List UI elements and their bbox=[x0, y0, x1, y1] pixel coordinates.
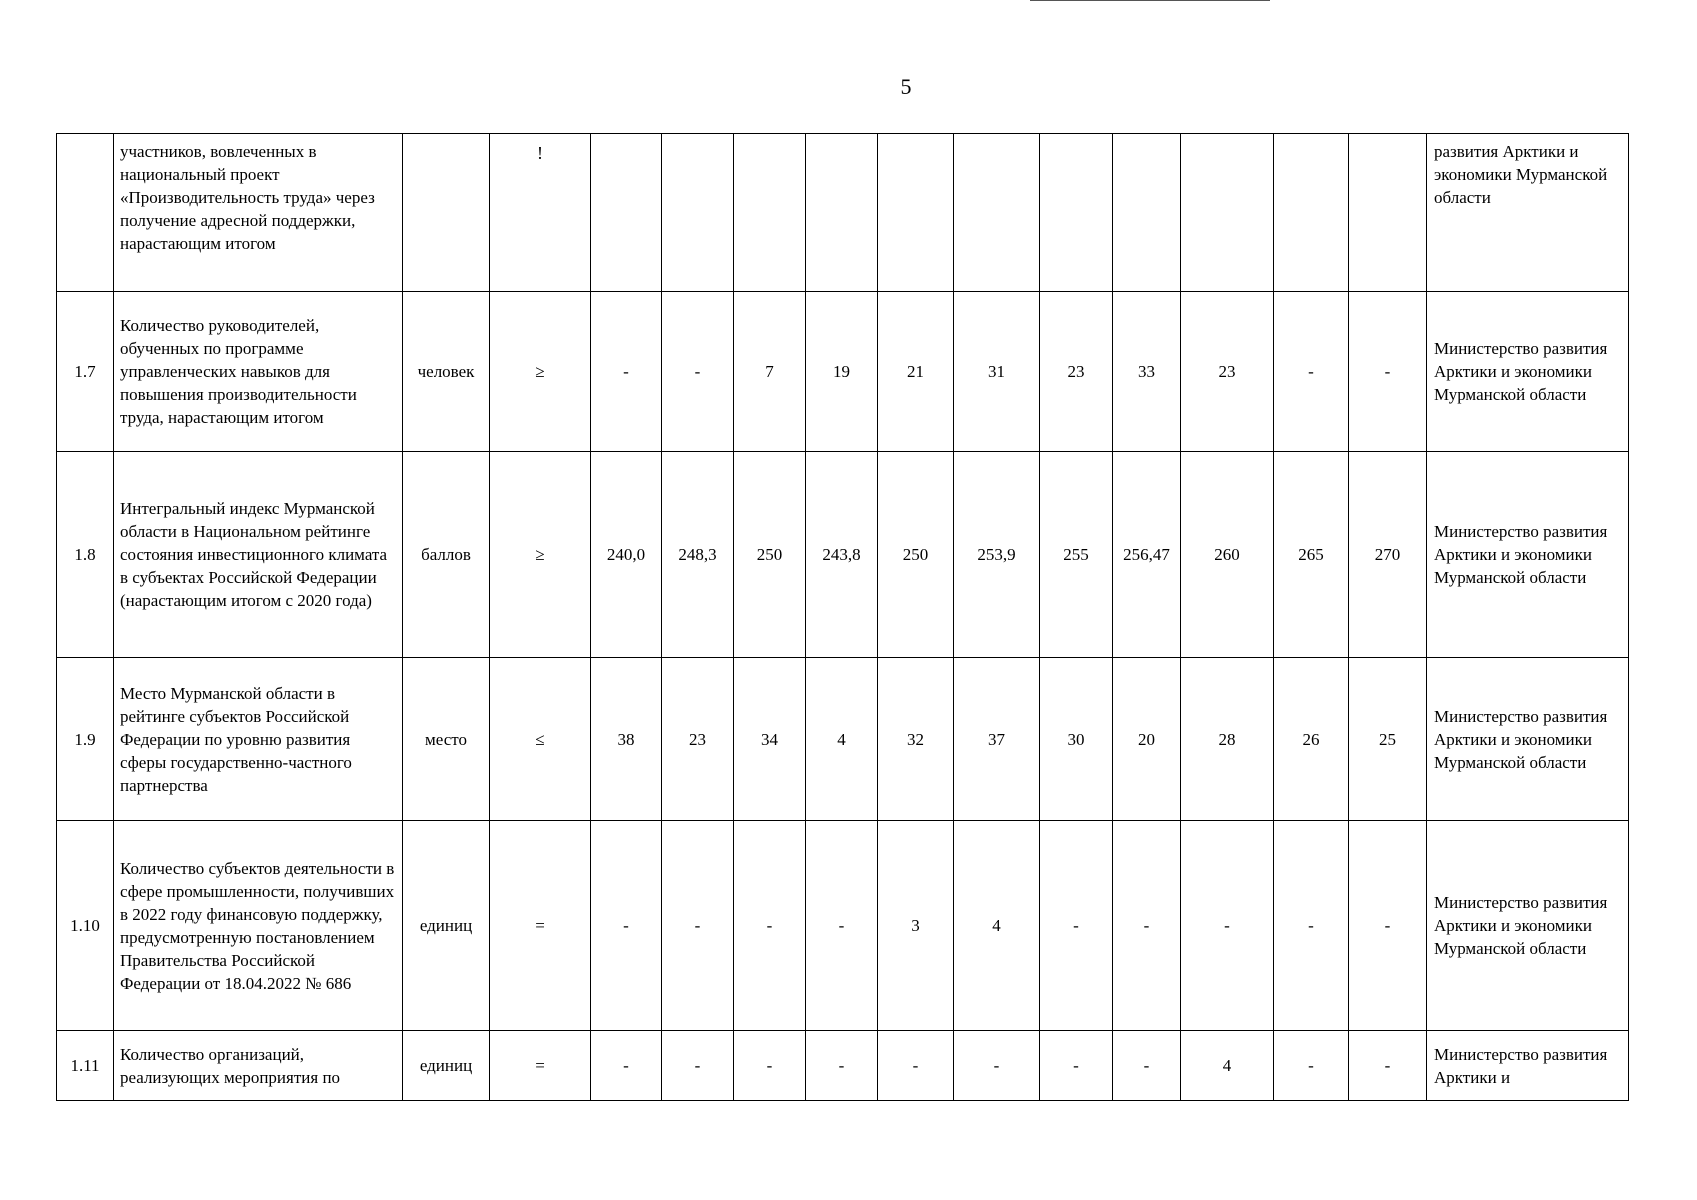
value-cell: 3 bbox=[878, 821, 954, 1031]
value-cell: 4 bbox=[806, 658, 878, 821]
value-cell: - bbox=[662, 292, 734, 452]
value-cell: 260 bbox=[1181, 452, 1274, 658]
value-cell: 250 bbox=[734, 452, 806, 658]
value-cell bbox=[806, 134, 878, 292]
value-cell: 253,9 bbox=[954, 452, 1040, 658]
row-number-cell: 1.8 bbox=[57, 452, 114, 658]
indicator-name-cell: участников, вовлеченных в национальный проект «Производительность труда» через получение адресной поддержки, нарастающим итогом bbox=[114, 134, 403, 292]
page-number: 5 bbox=[900, 74, 912, 99]
indicator-name-cell: Количество субъектов деятельности в сфере промышленности, получивших в 2022 году финансовую поддержку, предусмотренную постановлением Правительства Российской Федерации от 18.04.2022 № 686 bbox=[114, 821, 403, 1031]
value-cell: 23 bbox=[1181, 292, 1274, 452]
value-cell: - bbox=[662, 1031, 734, 1101]
row-number-cell: 1.10 bbox=[57, 821, 114, 1031]
value-cell: 4 bbox=[954, 821, 1040, 1031]
direction-symbol: = bbox=[535, 1056, 545, 1075]
direction-cell bbox=[490, 134, 591, 292]
value-cell bbox=[662, 134, 734, 292]
value-cell: 265 bbox=[1274, 452, 1349, 658]
value-cell: 32 bbox=[878, 658, 954, 821]
value-cell: - bbox=[1349, 292, 1427, 452]
value-cell: 23 bbox=[662, 658, 734, 821]
responsible-cell: Министерство развития Арктики и bbox=[1427, 1031, 1629, 1101]
unit-cell: единиц bbox=[403, 821, 490, 1031]
direction-symbol: ≤ bbox=[535, 729, 545, 749]
value-cell: - bbox=[806, 821, 878, 1031]
value-cell: - bbox=[1274, 821, 1349, 1031]
value-cell: 7 bbox=[734, 292, 806, 452]
value-cell: - bbox=[1274, 1031, 1349, 1101]
value-cell: 248,3 bbox=[662, 452, 734, 658]
indicator-name-cell: Интегральный индекс Мурманской области в Национальном рейтинге состояния инвестиционного климата в субъектах Российской Федерации (нарастающим итогом с 2020 года) bbox=[114, 452, 403, 658]
value-cell: - bbox=[1349, 1031, 1427, 1101]
value-cell: 31 bbox=[954, 292, 1040, 452]
value-cell: - bbox=[1181, 821, 1274, 1031]
top-rule bbox=[1030, 0, 1270, 1]
table-row bbox=[57, 1031, 1629, 1101]
value-cell bbox=[1274, 134, 1349, 292]
value-cell: 28 bbox=[1181, 658, 1274, 821]
responsible-cell: Министерство развития Арктики и экономики Мурманской области bbox=[1427, 658, 1629, 821]
value-cell: 255 bbox=[1040, 452, 1113, 658]
value-cell: 30 bbox=[1040, 658, 1113, 821]
value-cell: - bbox=[954, 1031, 1040, 1101]
value-cell: - bbox=[591, 292, 662, 452]
value-cell: 4 bbox=[1181, 1031, 1274, 1101]
direction-symbol: ≥ bbox=[535, 545, 545, 564]
value-cell: - bbox=[662, 821, 734, 1031]
value-cell: - bbox=[1274, 292, 1349, 452]
row-number-cell: 1.9 bbox=[57, 658, 114, 821]
direction-cell bbox=[490, 452, 591, 658]
value-cell: 23 bbox=[1040, 292, 1113, 452]
value-cell: 270 bbox=[1349, 452, 1427, 658]
value-cell: - bbox=[734, 1031, 806, 1101]
responsible-cell: развития Арктики и экономики Мурманской области bbox=[1427, 134, 1629, 292]
indicator-name-cell: Количество руководителей, обученных по программе управленческих навыков для повышения производительности труда, нарастающим итогом bbox=[114, 292, 403, 452]
value-cell: 34 bbox=[734, 658, 806, 821]
unit-cell bbox=[403, 134, 490, 292]
value-cell bbox=[1040, 134, 1113, 292]
value-cell: - bbox=[1040, 821, 1113, 1031]
value-cell: - bbox=[591, 821, 662, 1031]
row-number-cell: 1.7 bbox=[57, 292, 114, 452]
value-cell bbox=[734, 134, 806, 292]
value-cell: - bbox=[878, 1031, 954, 1101]
direction-cell bbox=[490, 821, 591, 1031]
value-cell: 21 bbox=[878, 292, 954, 452]
value-cell bbox=[954, 134, 1040, 292]
responsible-cell: Министерство развития Арктики и экономики Мурманской области bbox=[1427, 292, 1629, 452]
unit-cell: баллов bbox=[403, 452, 490, 658]
direction-cell bbox=[490, 292, 591, 452]
value-cell: 20 bbox=[1113, 658, 1181, 821]
value-cell: 19 bbox=[806, 292, 878, 452]
table-body bbox=[57, 134, 1629, 1101]
table-row bbox=[57, 821, 1629, 1031]
value-cell: 33 bbox=[1113, 292, 1181, 452]
table-row bbox=[57, 134, 1629, 292]
value-cell: - bbox=[1349, 821, 1427, 1031]
responsible-cell: Министерство развития Арктики и экономики Мурманской области bbox=[1427, 821, 1629, 1031]
value-cell: 256,47 bbox=[1113, 452, 1181, 658]
value-cell: - bbox=[1113, 821, 1181, 1031]
value-cell bbox=[878, 134, 954, 292]
unit-cell: единиц bbox=[403, 1031, 490, 1101]
value-cell: 37 bbox=[954, 658, 1040, 821]
direction-cell bbox=[490, 1031, 591, 1101]
table-row bbox=[57, 292, 1629, 452]
value-cell: 243,8 bbox=[806, 452, 878, 658]
value-cell: 25 bbox=[1349, 658, 1427, 821]
direction-symbol: = bbox=[535, 916, 545, 935]
value-cell: - bbox=[1113, 1031, 1181, 1101]
value-cell: 250 bbox=[878, 452, 954, 658]
responsible-cell: Министерство развития Арктики и экономики Мурманской области bbox=[1427, 452, 1629, 658]
value-cell: - bbox=[591, 1031, 662, 1101]
row-number-cell bbox=[57, 134, 114, 292]
unit-cell: место bbox=[403, 658, 490, 821]
value-cell: - bbox=[734, 821, 806, 1031]
value-cell: - bbox=[1040, 1031, 1113, 1101]
value-cell: 240,0 bbox=[591, 452, 662, 658]
unit-cell: человек bbox=[403, 292, 490, 452]
table-row bbox=[57, 658, 1629, 821]
value-cell bbox=[591, 134, 662, 292]
table-row bbox=[57, 452, 1629, 658]
value-cell bbox=[1349, 134, 1427, 292]
direction-cell bbox=[490, 658, 591, 821]
indicators-table bbox=[56, 133, 1629, 1101]
value-cell: 38 bbox=[591, 658, 662, 821]
value-cell: 26 bbox=[1274, 658, 1349, 821]
value-cell bbox=[1181, 134, 1274, 292]
indicator-name-cell: Место Мурманской области в рейтинге субъектов Российской Федерации по уровню развития сферы государственно-частного партнерства bbox=[114, 658, 403, 821]
direction-symbol: ! bbox=[537, 143, 543, 163]
value-cell: - bbox=[806, 1031, 878, 1101]
direction-symbol: ≥ bbox=[535, 362, 545, 381]
indicator-name-cell: Количество организаций, реализующих мероприятия по bbox=[114, 1031, 403, 1101]
row-number-cell: 1.11 bbox=[57, 1031, 114, 1101]
value-cell bbox=[1113, 134, 1181, 292]
